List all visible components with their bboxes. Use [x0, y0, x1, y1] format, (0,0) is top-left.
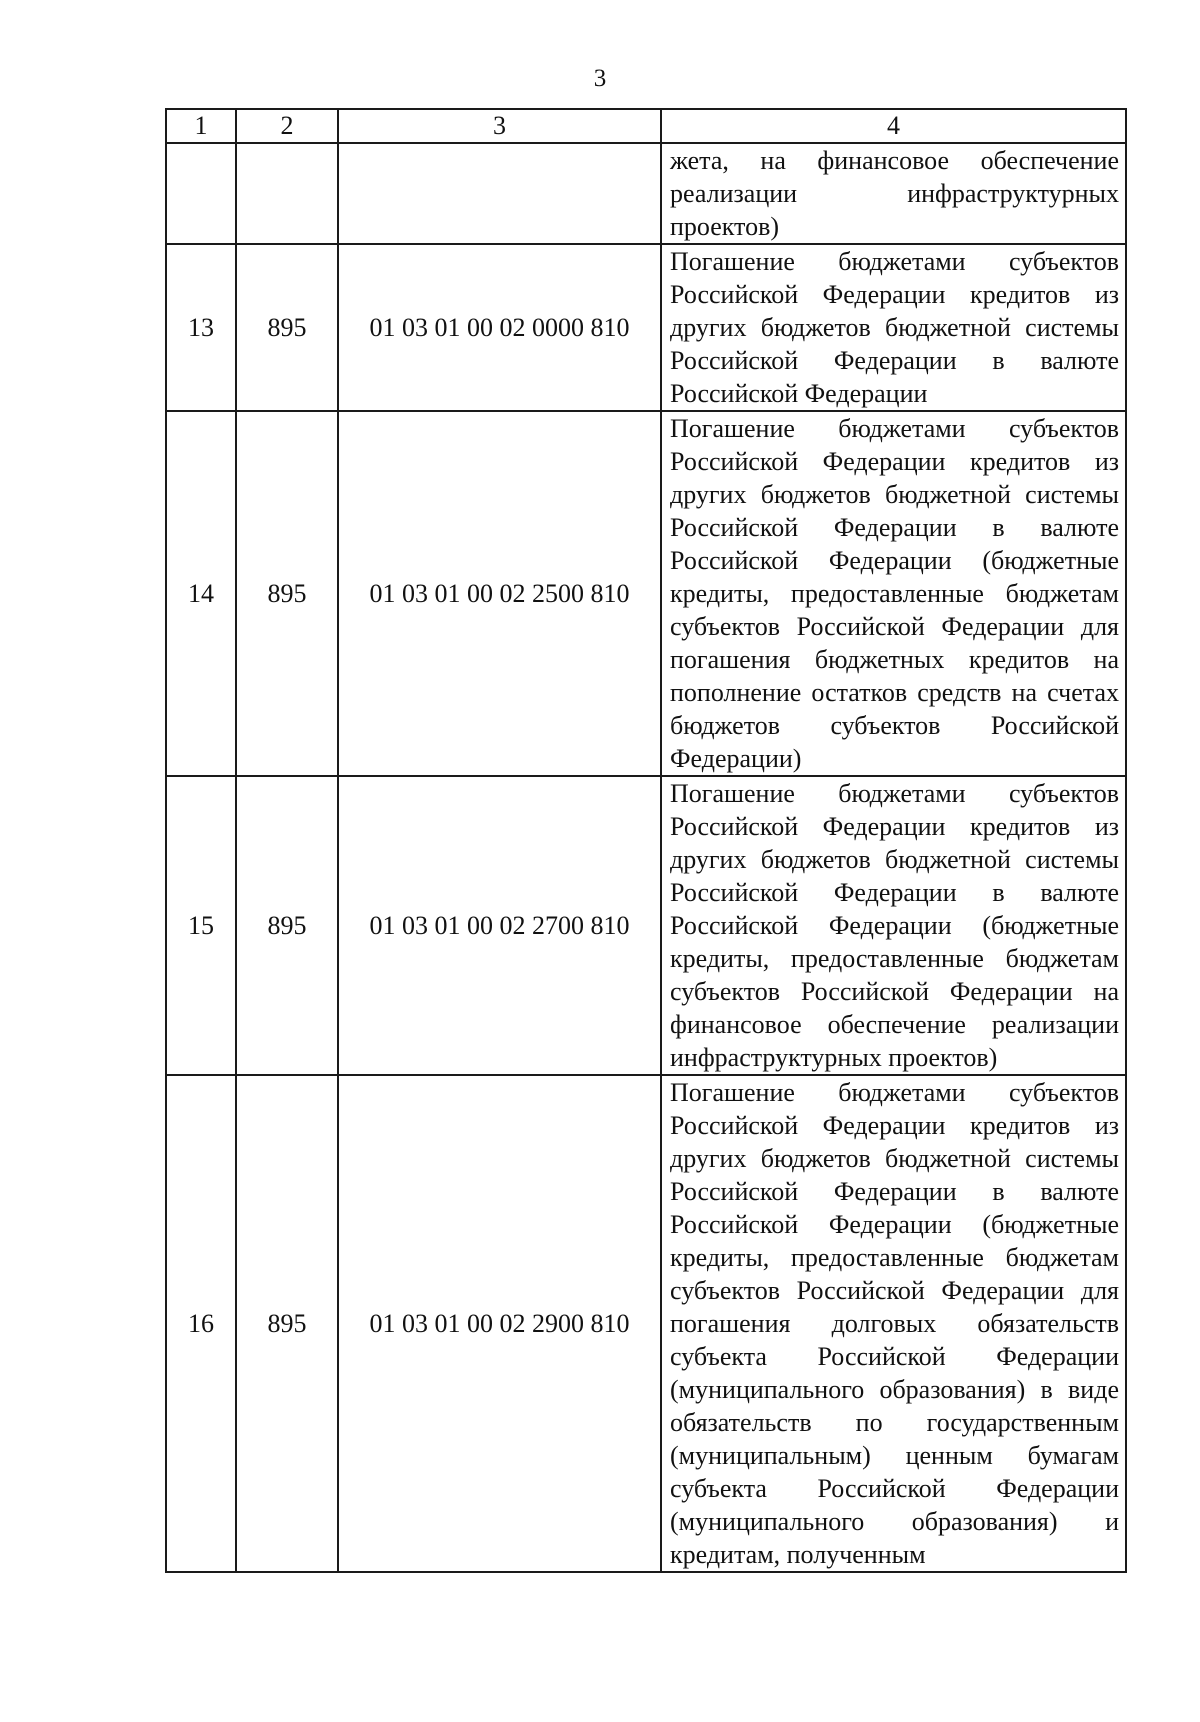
admin-code: 895 — [236, 776, 338, 1075]
row-number — [166, 143, 236, 244]
column-header-4: 4 — [661, 109, 1126, 143]
admin-code: 895 — [236, 411, 338, 776]
row-number: 14 — [166, 411, 236, 776]
classification-code: 01 03 01 00 02 2900 810 — [338, 1075, 661, 1572]
row-number: 16 — [166, 1075, 236, 1572]
page-number: 3 — [593, 65, 607, 92]
row-description: Погашение бюджетами субъектов Российской Федерации кредитов из других бюджетов бюджетной системы Российской Федерации в валюте Российской Федерации — [661, 244, 1126, 411]
row-number: 13 — [166, 244, 236, 411]
classification-code — [338, 143, 661, 244]
row-number: 15 — [166, 776, 236, 1075]
table-row — [166, 143, 1126, 244]
classification-code: 01 03 01 00 02 2500 810 — [338, 411, 661, 776]
row-description: Погашение бюджетами субъектов Российской Федерации кредитов из других бюджетов бюджетной системы Российской Федерации в валюте Российской Федерации (бюджетные кредиты, предоставленные бюджетам субъектов Российской Федерации на финансовое обеспечение реализации инфраструктурных проектов) — [661, 776, 1126, 1075]
table-row — [166, 244, 1126, 411]
table-header-row — [166, 109, 1126, 143]
table-row — [166, 776, 1126, 1075]
classification-code: 01 03 01 00 02 0000 810 — [338, 244, 661, 411]
table-row — [166, 1075, 1126, 1572]
row-description: Погашение бюджетами субъектов Российской Федерации кредитов из других бюджетов бюджетной системы Российской Федерации в валюте Российской Федерации (бюджетные кредиты, предоставленные бюджетам субъектов Российской Федерации для погашения бюджетных кредитов на пополнение остатков средств на счетах бюджетов субъектов Российской Федерации) — [661, 411, 1126, 776]
budget-classification-table — [165, 108, 1127, 1573]
column-header-1: 1 — [166, 109, 236, 143]
admin-code: 895 — [236, 1075, 338, 1572]
column-header-2: 2 — [236, 109, 338, 143]
column-header-3: 3 — [338, 109, 661, 143]
row-description: жета, на финансовое обеспечение реализации инфраструктурных проектов) — [661, 143, 1126, 244]
classification-code: 01 03 01 00 02 2700 810 — [338, 776, 661, 1075]
admin-code — [236, 143, 338, 244]
table-row — [166, 411, 1126, 776]
row-description: Погашение бюджетами субъектов Российской Федерации кредитов из других бюджетов бюджетной системы Российской Федерации в валюте Российской Федерации (бюджетные кредиты, предоставленные бюджетам субъектов Российской Федерации для погашения долговых обязательств субъекта Российской Федерации (муниципального образования) в виде обязательств по государственным (муниципальным) ценным бумагам субъекта Российской Федерации (муниципального образования) и кредитам, полученным — [661, 1075, 1126, 1572]
admin-code: 895 — [236, 244, 338, 411]
